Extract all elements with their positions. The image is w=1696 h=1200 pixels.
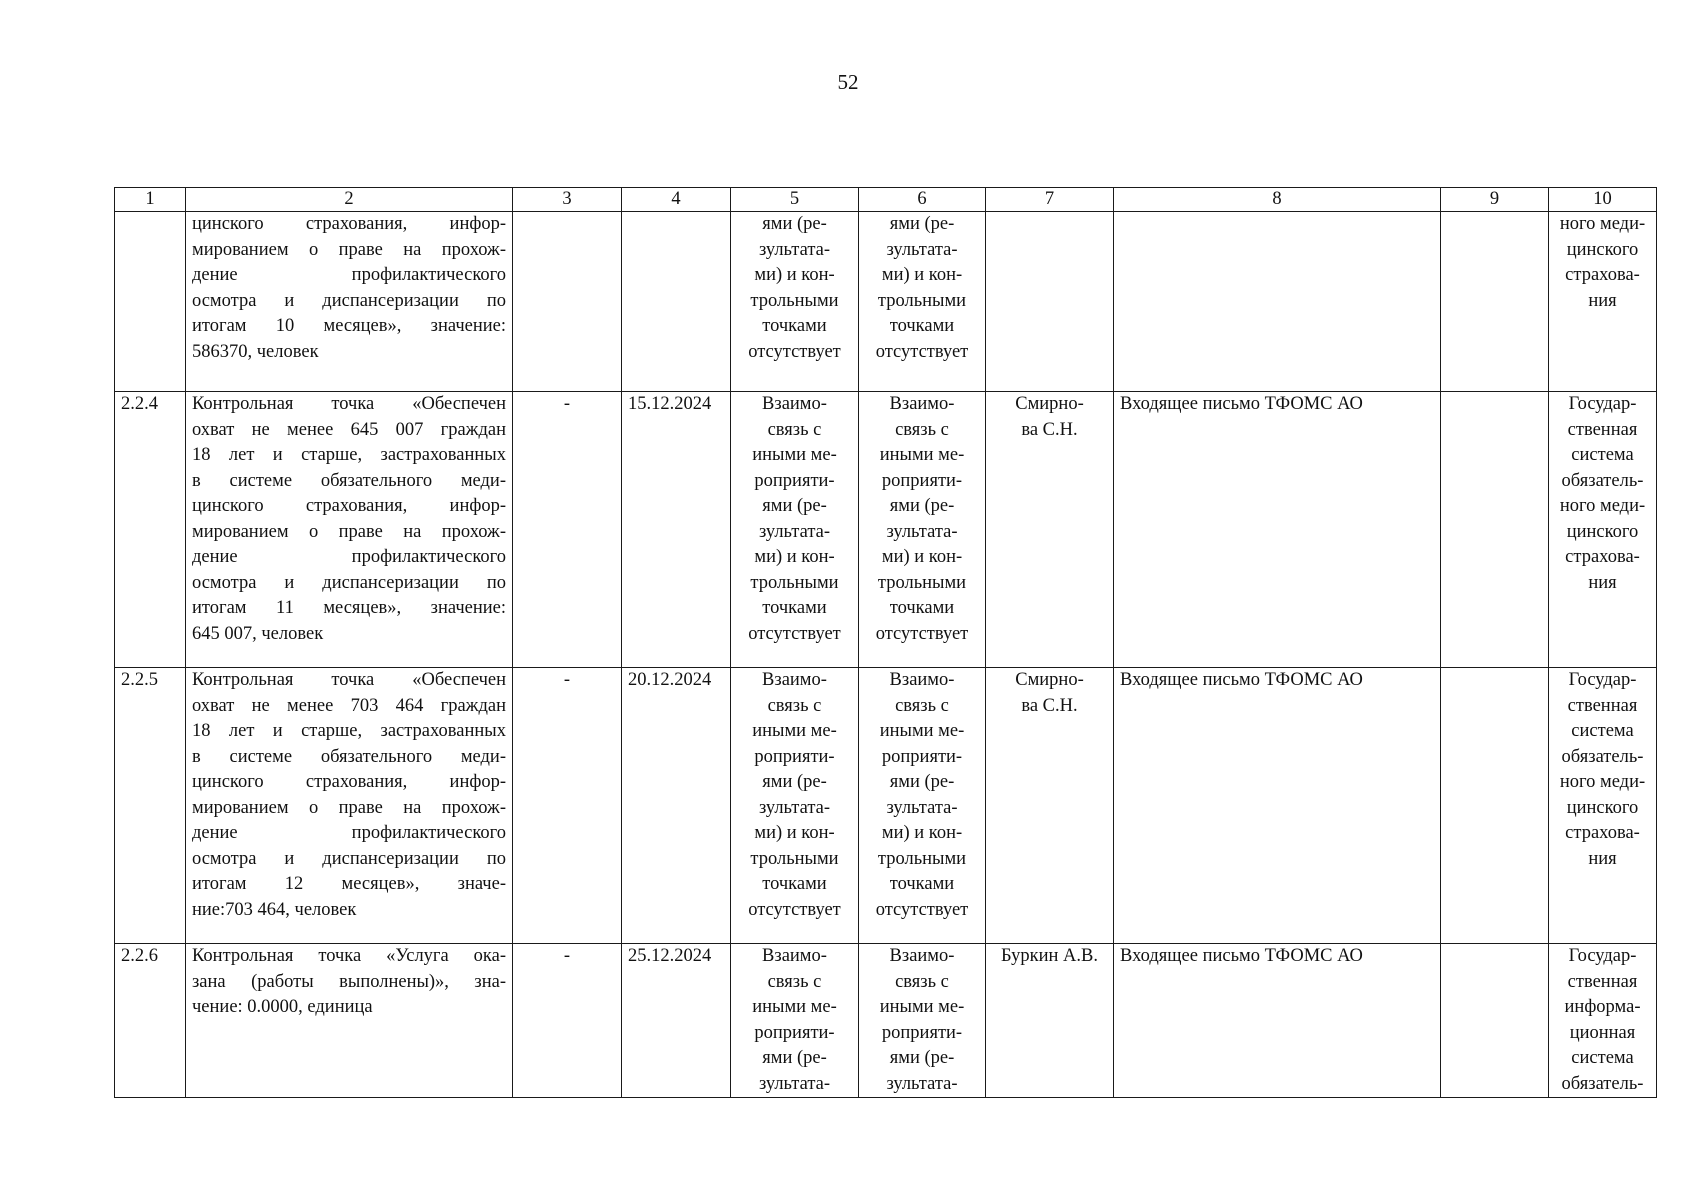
relation-cell-6-line: трольными — [877, 572, 967, 593]
relation-cell-5-line: иными ме- — [752, 721, 837, 741]
description-cell — [186, 668, 513, 944]
item-number-cell: 2.2.4 — [115, 392, 186, 668]
table-header — [115, 188, 1657, 212]
information-system-cell-line: ционная — [1569, 1022, 1636, 1043]
relation-cell-5-line: трольными — [750, 572, 839, 593]
description-cell-line: Контрольная точка «Обеспечен — [192, 670, 506, 690]
relation-cell-6-line: трольными — [877, 290, 967, 311]
relation-cell-5-line: ми) и кон- — [754, 823, 835, 843]
information-system-cell-line: ния — [1588, 290, 1617, 311]
header-cell-8: 8 — [1114, 188, 1441, 212]
relation-cell-5-line: роприяти- — [754, 470, 835, 491]
header-cell-5: 5 — [731, 188, 859, 212]
relation-cell-5-line: ями (ре- — [762, 214, 827, 234]
description-cell-line: охват не менее 703 464 граждан — [192, 695, 506, 716]
relation-cell-5-line: ми) и кон- — [754, 265, 835, 285]
header-row — [115, 188, 1657, 212]
column-9-cell — [1441, 212, 1549, 392]
date-cell: 20.12.2024 — [622, 668, 731, 944]
relation-cell-5-line: точками — [762, 316, 827, 336]
relation-cell-5-line: зультата- — [758, 1073, 831, 1094]
relation-cell-6-line: точками — [889, 316, 955, 336]
header-cell-9: 9 — [1441, 188, 1549, 212]
description-cell-line: мированием о праве на прохож- — [192, 521, 506, 542]
table-row — [115, 392, 1657, 668]
description-cell-line: дение профилактического — [192, 547, 506, 567]
responsible-cell-line: ва С.Н. — [1021, 419, 1078, 440]
relation-cell-6-line: ми) и кон- — [881, 265, 963, 285]
column-3-cell: - — [513, 944, 622, 1098]
table-row — [115, 212, 1657, 392]
item-number-cell — [115, 212, 186, 392]
relation-cell-5 — [731, 392, 859, 668]
relation-cell-5-line: трольными — [750, 290, 839, 311]
date-cell — [622, 212, 731, 392]
responsible-cell-line: Смирно- — [1015, 394, 1084, 414]
responsible-cell-line: ва С.Н. — [1021, 695, 1078, 716]
information-system-cell — [1549, 212, 1657, 392]
relation-cell-6-line: отсутствует — [875, 899, 969, 920]
relation-cell-5-line: трольными — [750, 848, 839, 869]
responsible-cell — [986, 668, 1114, 944]
description-cell-line: 18 лет и старше, застрахованных — [192, 445, 506, 465]
relation-cell-5-line: Взаимо- — [762, 394, 827, 414]
relation-cell-6-line: ми) и кон- — [881, 547, 963, 567]
relation-cell-5-line: Взаимо- — [762, 946, 827, 966]
document-cell: Входящее письмо ТФОМС АО — [1114, 668, 1441, 944]
relation-cell-6-line: трольными — [877, 848, 967, 869]
relation-cell-5 — [731, 668, 859, 944]
information-system-cell-line: система — [1571, 1048, 1634, 1068]
information-system-cell-line: обязатель- — [1561, 746, 1644, 767]
relation-cell-6-line: зультата- — [886, 1073, 958, 1094]
relation-cell-6-line: отсутствует — [875, 341, 969, 362]
information-system-cell-line: страхова- — [1565, 547, 1640, 567]
information-system-cell — [1549, 668, 1657, 944]
column-9-cell — [1441, 944, 1549, 1098]
information-system-cell-line: ного меди- — [1559, 214, 1646, 234]
description-cell-line: дение профилактического — [192, 823, 506, 843]
description-cell-line: в системе обязательного меди- — [192, 746, 506, 767]
column-3-cell: - — [513, 392, 622, 668]
description-cell-line: дение профилактического — [192, 265, 506, 285]
column-9-cell — [1441, 392, 1549, 668]
information-system-cell-line: Государ- — [1568, 670, 1637, 690]
relation-cell-6-line: зультата- — [886, 521, 958, 542]
information-system-cell-line: система — [1571, 445, 1634, 465]
information-system-cell-line: страхова- — [1565, 265, 1640, 285]
relation-cell-5-line: зультата- — [758, 521, 831, 542]
header-cell-3: 3 — [513, 188, 622, 212]
description-cell-line: осмотра и диспансеризации по — [192, 572, 506, 593]
description-cell — [186, 212, 513, 392]
description-cell-line: 645 007, человек — [192, 623, 324, 644]
information-system-cell-line: Государ- — [1568, 394, 1637, 414]
relation-cell-6 — [859, 392, 986, 668]
description-cell-line: итогам 10 месяцев», значение: — [192, 316, 506, 336]
date-cell: 15.12.2024 — [622, 392, 731, 668]
relation-cell-5-line: ями (ре- — [762, 1048, 827, 1068]
document-cell: Входящее письмо ТФОМС АО — [1114, 392, 1441, 668]
item-number-cell: 2.2.5 — [115, 668, 186, 944]
header-cell-10: 10 — [1549, 188, 1657, 212]
header-cell-4: 4 — [622, 188, 731, 212]
relation-cell-6-line: зультата- — [886, 797, 958, 818]
document-cell — [1114, 212, 1441, 392]
responsible-cell-line: Смирно- — [1015, 670, 1084, 690]
header-cell-6: 6 — [859, 188, 986, 212]
relation-cell-6-line: точками — [889, 874, 955, 894]
relation-cell-6-line: связь с — [895, 695, 949, 716]
information-system-cell — [1549, 392, 1657, 668]
relation-cell-6-line: ями (ре- — [889, 772, 955, 792]
description-cell-line: 586370, человек — [192, 341, 319, 362]
information-system-cell-line: ния — [1588, 848, 1617, 869]
description-cell-line: итогам 12 месяцев», значе- — [192, 874, 506, 894]
page-number: 52 — [837, 70, 859, 94]
relation-cell-6-line: отсутствует — [875, 623, 969, 644]
relation-cell-5-line: отсутствует — [748, 899, 841, 920]
relation-cell-6-line: ми) и кон- — [881, 823, 963, 843]
control-points-table — [114, 187, 1657, 1098]
description-cell-line: цинского страхования, инфор- — [192, 214, 506, 234]
relation-cell-6-line: иными ме- — [879, 445, 965, 465]
relation-cell-6-line: иными ме- — [879, 721, 965, 741]
relation-cell-6-line: Взаимо- — [889, 946, 955, 966]
relation-cell-5 — [731, 944, 859, 1098]
column-3-cell: - — [513, 668, 622, 944]
description-cell-line: итогам 11 месяцев», значение: — [192, 598, 506, 618]
information-system-cell-line: ственная — [1567, 419, 1638, 440]
information-system-cell-line: система — [1571, 721, 1634, 741]
relation-cell-5-line: точками — [762, 598, 827, 618]
relation-cell-6-line: связь с — [895, 971, 949, 992]
responsible-cell-line: Буркин А.В. — [1000, 946, 1099, 966]
information-system-cell-line: страхова- — [1565, 823, 1640, 843]
document-cell: Входящее письмо ТФОМС АО — [1114, 944, 1441, 1098]
relation-cell-5-line: связь с — [767, 971, 822, 992]
date-cell: 25.12.2024 — [622, 944, 731, 1098]
relation-cell-6-line: точками — [889, 598, 955, 618]
description-cell — [186, 392, 513, 668]
relation-cell-5-line: ями (ре- — [762, 496, 827, 516]
responsible-cell — [986, 392, 1114, 668]
responsible-cell — [986, 944, 1114, 1098]
relation-cell-6-line: роприяти- — [881, 470, 963, 491]
relation-cell-5-line: роприяти- — [754, 746, 835, 767]
relation-cell-6-line: ями (ре- — [889, 1048, 955, 1068]
information-system-cell-line: цинского — [1566, 239, 1639, 260]
description-cell-line: осмотра и диспансеризации по — [192, 848, 506, 869]
relation-cell-5-line: связь с — [767, 695, 822, 716]
information-system-cell-line: ственная — [1567, 695, 1638, 716]
information-system-cell-line: Государ- — [1568, 946, 1637, 966]
information-system-cell — [1549, 944, 1657, 1098]
relation-cell-6-line: зультата- — [886, 239, 958, 260]
information-system-cell-line: ного меди- — [1559, 772, 1646, 792]
information-system-cell-line: цинского — [1566, 797, 1639, 818]
column-3-cell — [513, 212, 622, 392]
relation-cell-5-line: ми) и кон- — [754, 547, 835, 567]
relation-cell-6-line: иными ме- — [879, 997, 965, 1017]
relation-cell-6-line: ями (ре- — [889, 496, 955, 516]
item-number-cell: 2.2.6 — [115, 944, 186, 1098]
description-cell-line: мированием о праве на прохож- — [192, 797, 506, 818]
relation-cell-6-line: роприяти- — [881, 746, 963, 767]
relation-cell-5-line: роприяти- — [754, 1022, 835, 1043]
information-system-cell-line: ственная — [1567, 971, 1638, 992]
description-cell-line: в системе обязательного меди- — [192, 470, 506, 491]
information-system-cell-line: цинского — [1566, 521, 1639, 542]
header-cell-1: 1 — [115, 188, 186, 212]
information-system-cell-line: информа- — [1564, 997, 1641, 1017]
relation-cell-5-line: ями (ре- — [762, 772, 827, 792]
relation-cell-5 — [731, 212, 859, 392]
relation-cell-5-line: иными ме- — [752, 445, 837, 465]
description-cell-line: осмотра и диспансеризации по — [192, 290, 506, 311]
relation-cell-6-line: связь с — [895, 419, 949, 440]
information-system-cell-line: обязатель- — [1561, 1073, 1644, 1094]
relation-cell-5-line: отсутствует — [748, 623, 841, 644]
relation-cell-5-line: отсутствует — [748, 341, 841, 362]
relation-cell-6 — [859, 944, 986, 1098]
relation-cell-5-line: точками — [762, 874, 827, 894]
description-cell — [186, 944, 513, 1098]
description-cell-line: цинского страхования, инфор- — [192, 496, 506, 516]
header-cell-7: 7 — [986, 188, 1114, 212]
relation-cell-5-line: иными ме- — [752, 997, 837, 1017]
table-body — [115, 212, 1657, 1098]
column-9-cell — [1441, 668, 1549, 944]
relation-cell-5-line: Взаимо- — [762, 670, 827, 690]
description-cell-line: мированием о праве на прохож- — [192, 239, 506, 260]
relation-cell-6-line: роприяти- — [881, 1022, 963, 1043]
relation-cell-6-line: Взаимо- — [889, 670, 955, 690]
description-cell-line: охват не менее 645 007 граждан — [192, 419, 506, 440]
description-cell-line: 18 лет и старше, застрахованных — [192, 721, 506, 741]
relation-cell-5-line: зультата- — [758, 239, 831, 260]
relation-cell-6 — [859, 668, 986, 944]
description-cell-line: чение: 0.0000, единица — [192, 997, 373, 1017]
description-cell-line: Контрольная точка «Обеспечен — [192, 394, 506, 414]
relation-cell-5-line: связь с — [767, 419, 822, 440]
relation-cell-6-line: Взаимо- — [889, 394, 955, 414]
responsible-cell — [986, 212, 1114, 392]
table-row — [115, 668, 1657, 944]
information-system-cell-line: обязатель- — [1561, 470, 1644, 491]
relation-cell-6-line: ями (ре- — [889, 214, 955, 234]
description-cell-line: зана (работы выполнены)», зна- — [192, 971, 506, 992]
description-cell-line: цинского страхования, инфор- — [192, 772, 506, 792]
relation-cell-6 — [859, 212, 986, 392]
header-cell-2: 2 — [186, 188, 513, 212]
table-row — [115, 944, 1657, 1098]
description-cell-line: Контрольная точка «Услуга ока- — [192, 946, 506, 966]
information-system-cell-line: ния — [1588, 572, 1617, 593]
information-system-cell-line: ного меди- — [1559, 496, 1646, 516]
description-cell-line: ние:703 464, человек — [192, 899, 357, 920]
relation-cell-5-line: зультата- — [758, 797, 831, 818]
